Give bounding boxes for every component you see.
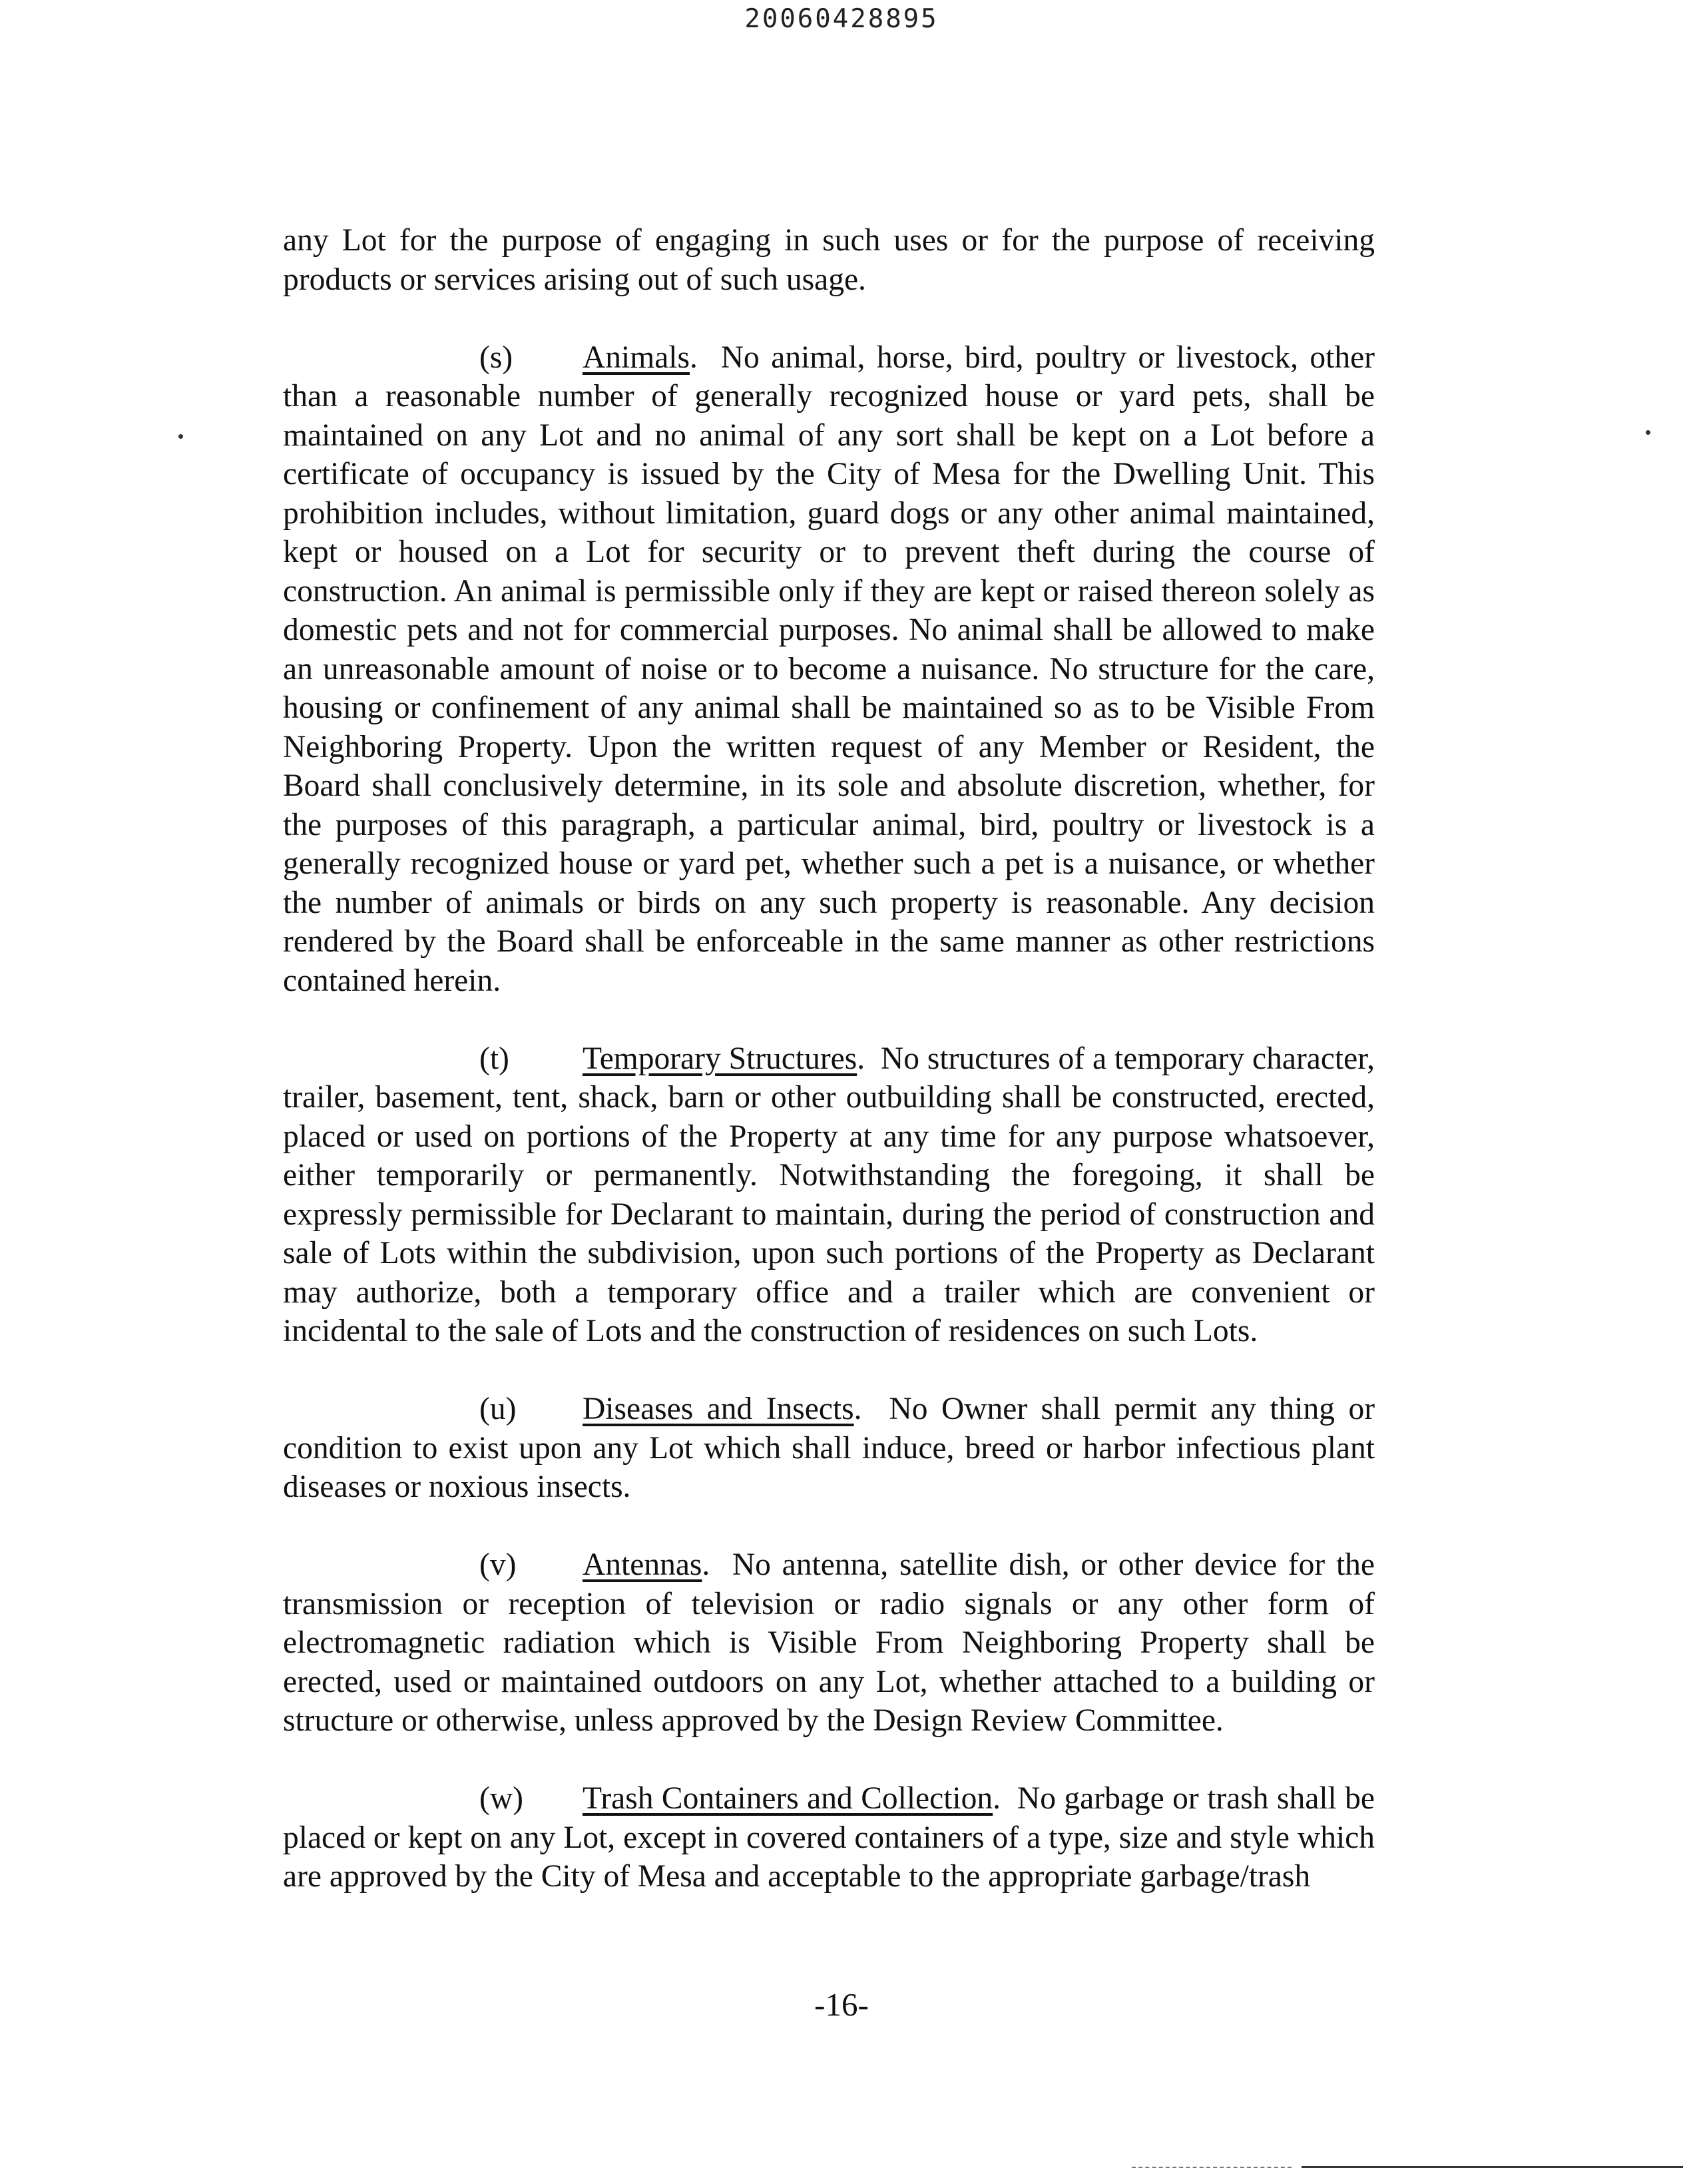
- section-label: (s): [479, 340, 513, 375]
- scan-speck-right: [1646, 430, 1650, 435]
- section-body: No antenna, satellite dish, or other device for the transmission or reception of television or radio signals or any other form of electromagnetic radiation which is Visible From Neighboring Property shall be erected, used or maintained outdoors on any Lot, whether attached to a building or structure or otherwise, unless approved by the Design Review Committee.: [283, 1547, 1375, 1738]
- page-number: -16-: [814, 1986, 869, 2023]
- section-heading: Animals: [583, 340, 690, 375]
- section-heading: Temporary Structures: [583, 1041, 857, 1076]
- section-label: (v): [479, 1547, 517, 1582]
- footer-dashed-rule: [1132, 2167, 1292, 2168]
- footer-rule: [1302, 2166, 1683, 2168]
- section-label: (w): [479, 1781, 523, 1816]
- section-body: No animal, horse, bird, poultry or livestock, other than a reasonable number of generally recognized house or yard pets, shall be maintained on any Lot and no animal of any sort shall be kept on a Lot before a certificate of occupancy is issued by the City of Mesa for the Dwelling Unit. This prohibition includes, without limitation, guard dogs or any other animal maintained, kept or housed on a Lot for security or to prevent theft during the course of construction. An animal is permissible only if they are kept or raised thereon solely as domestic pets and not for commercial purposes. No animal shall be allowed to make an unreasonable amount of noise or to become a nuisance. No structure for the care, housing or confinement of any animal shall be maintained so as to be Visible From Neighboring Property. Upon the written request of any Member or Resident, the Board shall conclusively determine, in its sole and absolute discretion, whether, for the purposes of this paragraph, a particular animal, bird, poultry or livestock is a generally recognized house or yard pet, whether such a pet is a nuisance, or whether the number of animals or birds on any such property is reasonable. Any decision rendered by the Board shall be enforceable in the same manner as other restrictions contained herein.: [283, 340, 1375, 998]
- section-animals: (s) Animals. No animal, horse, bird, poultry or livestock, other than a reasonable number of generally recognized house or yard pets, shall be maintained on any Lot and no animal of any sort shall be kept on a Lot before a certificate of occupancy is issued by the City of Mesa for the Dwelling Unit. This prohibition includes, without limitation, guard dogs or any other animal maintained, kept or housed on a Lot for security or to prevent theft during the course of construction. An animal is permissible only if they are kept or raised thereon solely as domestic pets and not for commercial purposes. No animal shall be allowed to make an unreasonable amount of noise or to become a nuisance. No structure for the care, housing or confinement of any animal shall be maintained so as to be Visible From Neighboring Property. Upon the written request of any Member or Resident, the Board shall conclusively determine, in its sole and absolute discretion, whether, for the purposes of this paragraph, a particular animal, bird, poultry or livestock is a generally recognized house or yard pet, whether such a pet is a nuisance, or whether the number of animals or birds on any such property is reasonable. Any decision rendered by the Board shall be enforceable in the same manner as other restrictions contained herein.: [283, 338, 1375, 1001]
- section-trash: (w) Trash Containers and Collection. No garbage or trash shall be placed or kept on any Lot, except in covered containers of a type, size and style which are approved by the City of Mesa and acceptable to the appropriate garbage/trash: [283, 1779, 1375, 1896]
- intro-paragraph: any Lot for the purpose of engaging in such uses or for the purpose of receiving products or services arising out of such usage.: [283, 223, 1375, 297]
- section-body: No garbage or trash shall be placed or kept on any Lot, except in covered containers of a type, size and style which are approved by the City of Mesa and acceptable to the appropriate garbage/trash: [283, 1781, 1375, 1894]
- section-heading: Trash Containers and Collection: [583, 1781, 993, 1816]
- section-antennas: (v) Antennas. No antenna, satellite dish, or other device for the transmission or reception of television or radio signals or any other form of electromagnetic radiation which is Visible From Neighboring Property shall be erected, used or maintained outdoors on any Lot, whether attached to a building or structure or otherwise, unless approved by the Design Review Committee.: [283, 1545, 1375, 1741]
- document-number: 20060428895: [744, 4, 939, 34]
- document-body: [283, 221, 1375, 1935]
- section-heading: Diseases and Insects: [583, 1392, 854, 1426]
- section-temporary-structures: (t) Temporary Structures. No structures of a temporary character, trailer, basement, tent, shack, barn or other outbuilding shall be constructed, erected, placed or used on portions of the Property at any time for any purpose whatsoever, either temporarily or permanently. Notwithstanding the foregoing, it shall be expressly permissible for Declarant to maintain, during the period of construction and sale of Lots within the subdivision, upon such portions of the Property as Declarant may authorize, both a temporary office and a trailer which are convenient or incidental to the sale of Lots and the construction of residences on such Lots.: [283, 1039, 1375, 1351]
- section-body: No Owner shall permit any thing or condition to exist upon any Lot which shall induce, breed or harbor infectious plant diseases or noxious insects.: [283, 1392, 1375, 1504]
- section-heading: Antennas: [583, 1547, 702, 1582]
- scan-speck-left: [178, 434, 183, 439]
- section-body: No structures of a temporary character, trailer, basement, tent, shack, barn or other outbuilding shall be constructed, erected, placed or used on portions of the Property at any time for any purpose whatsoever, either temporarily or permanently. Notwithstanding the foregoing, it shall be expressly permissible for Declarant to maintain, during the period of construction and sale of Lots within the subdivision, upon such portions of the Property as Declarant may authorize, both a temporary office and a trailer which are convenient or incidental to the sale of Lots and the construction of residences on such Lots.: [283, 1041, 1375, 1348]
- section-label: (u): [479, 1392, 517, 1426]
- section-diseases-insects: (u) Diseases and Insects. No Owner shall permit any thing or condition to exist upon any Lot which shall induce, breed or harbor infectious plant diseases or noxious insects.: [283, 1390, 1375, 1507]
- section-label: (t): [479, 1041, 509, 1076]
